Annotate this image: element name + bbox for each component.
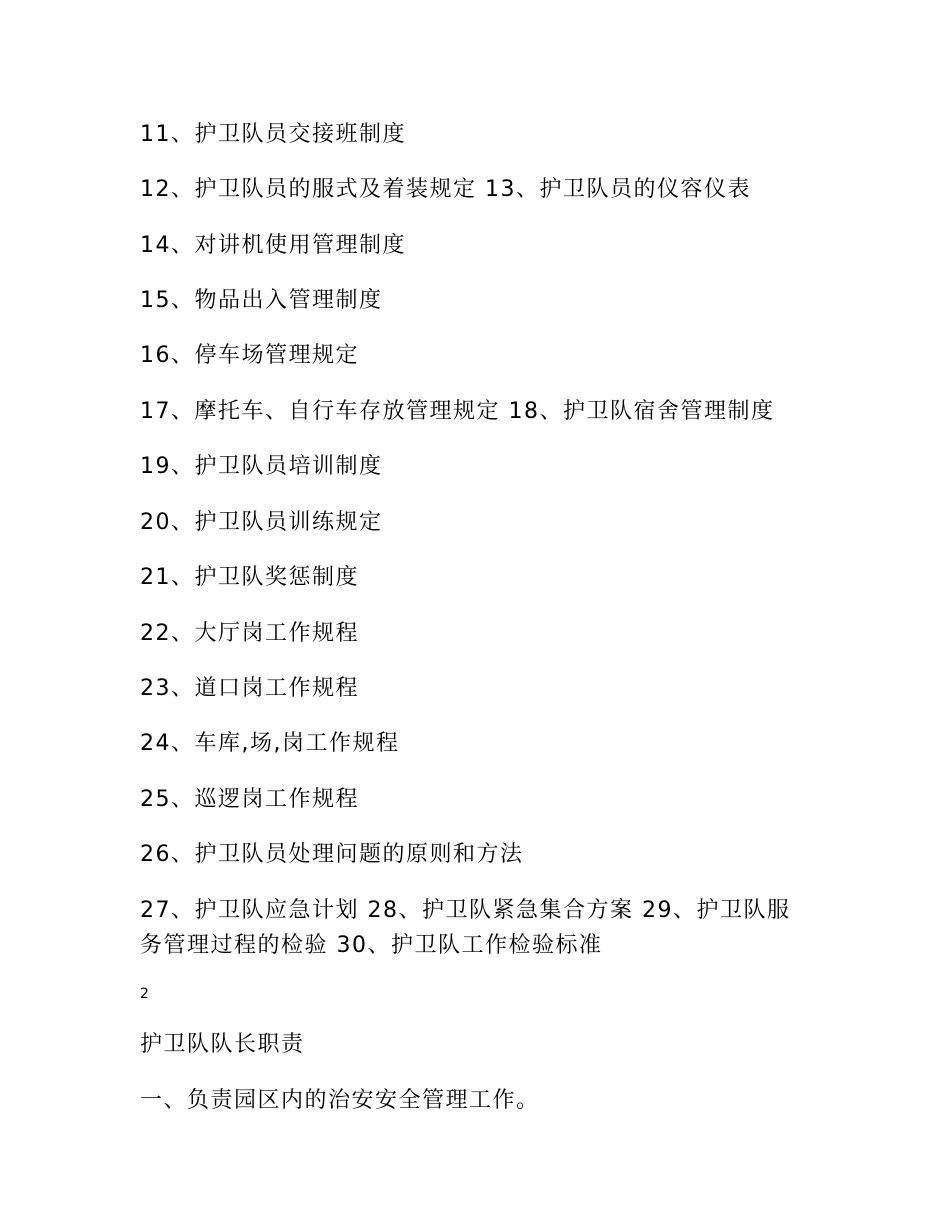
toc-item: 20、护卫队员训练规定	[140, 510, 383, 535]
toc-item: 22、大厅岗工作规程	[140, 621, 359, 646]
toc-item: 27、护卫队应急计划 28、护卫队紧急集合方案 29、护卫队服	[140, 898, 791, 923]
toc-item: 务管理过程的检验 30、护卫队工作检验标准	[140, 933, 603, 958]
duty-item: 一、负责园区内的治安安全管理工作。	[140, 1088, 540, 1113]
toc-item: 19、护卫队员培训制度	[140, 454, 383, 479]
section-title: 护卫队队长职责	[140, 1032, 305, 1057]
page-number: 2	[140, 986, 149, 1002]
toc-item: 17、摩托车、自行车存放管理规定 18、护卫队宿舍管理制度	[140, 399, 775, 424]
toc-item: 26、护卫队员处理问题的原则和方法	[140, 842, 524, 867]
toc-item: 12、护卫队员的服式及着装规定 13、护卫队员的仪容仪表	[140, 177, 751, 202]
toc-item: 25、巡逻岗工作规程	[140, 787, 359, 812]
toc-item: 23、道口岗工作规程	[140, 676, 359, 701]
toc-item: 24、车库,场,岗工作规程	[140, 731, 400, 756]
toc-item: 14、对讲机使用管理制度	[140, 233, 406, 258]
toc-item: 16、停车场管理规定	[140, 343, 359, 368]
toc-item: 21、护卫队奖惩制度	[140, 565, 359, 590]
toc-item: 11、护卫队员交接班制度	[140, 122, 406, 147]
toc-item: 15、物品出入管理制度	[140, 288, 383, 313]
